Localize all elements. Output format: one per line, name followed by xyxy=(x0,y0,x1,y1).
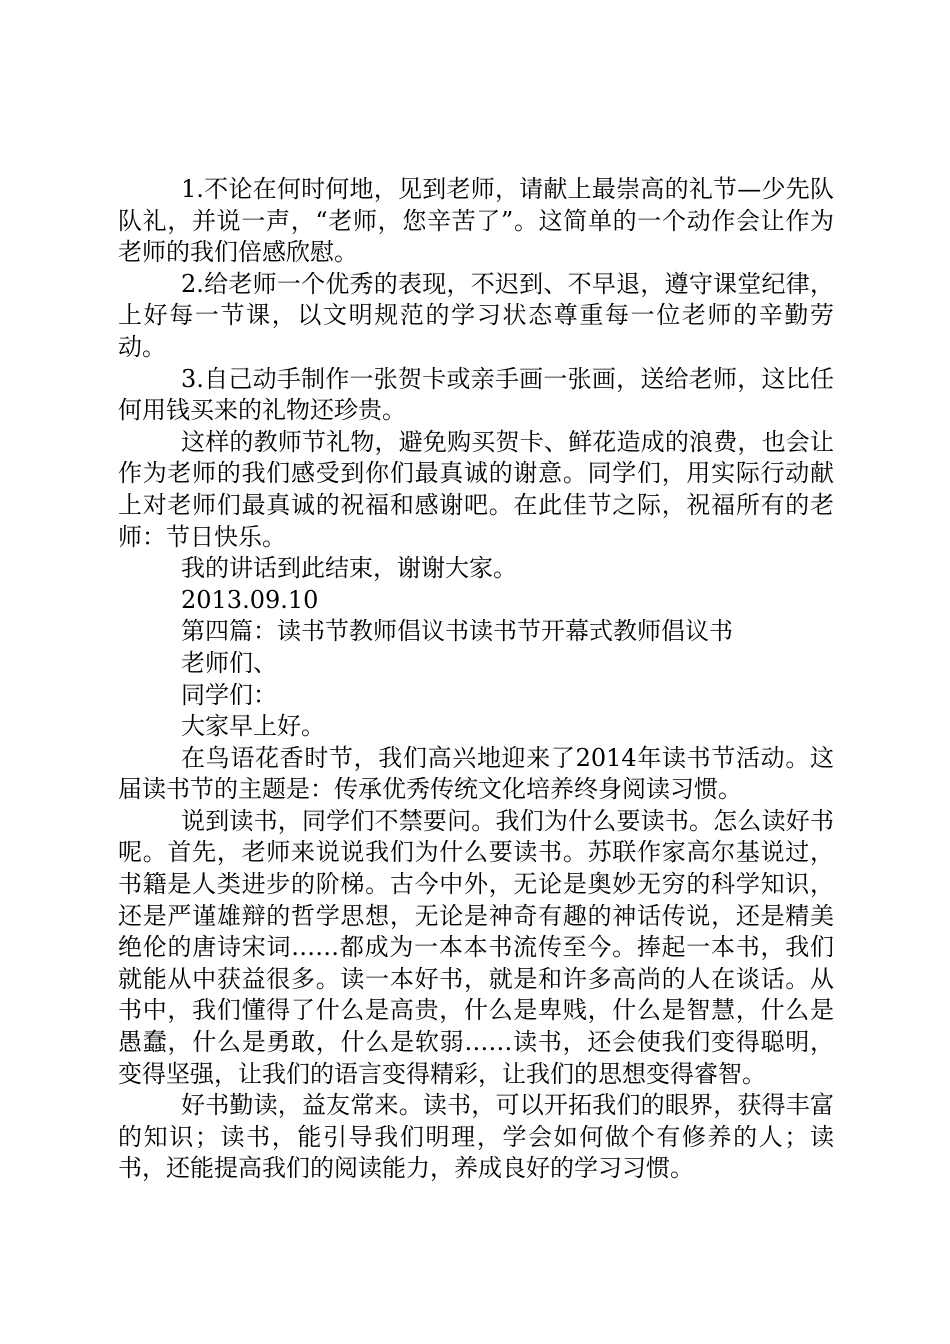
section-title: 第四篇：读书节教师倡议书读书节开幕式教师倡议书 xyxy=(181,617,733,646)
paragraph-why-read: 说到读书，同学们不禁要问。我们为什么要读书。怎么读好书呢。首先，老师来说说我们为什么要读书。苏联作家高尔基说过，书籍是人类进步的阶梯。古今中外，无论是奥妙无穷的科学知识，还是严谨雄辩的哲学思想，无论是神奇有趣的神话传说，还是精美绝伦的唐诗宋词……都成为一本本书流传至今。捧起一本书，我们就能从中获益很多。读一本好书，就是和许多高尚的人在谈话。从书中，我们懂得了什么是高贵，什么是卑贱，什么是智慧，什么是愚蠢，什么是勇敢，什么是软弱……读书，还会使我们变得聪明，变得坚强，让我们的语言变得精彩，让我们的思想变得睿智。 xyxy=(118,806,834,1088)
greeting: 大家早上好。 xyxy=(181,712,325,741)
paragraph-good-books: 好书勤读，益友常来。读书，可以开拓我们的眼界，获得丰富的知识；读书，能引导我们明理，学会如何做个有修养的人；读书，还能提高我们的阅读能力，养成良好的学习习惯。 xyxy=(118,1091,834,1183)
paragraph-item-1: 1.不论在何时何地，见到老师，请献上最崇高的礼节—少先队队礼，并说一声，“老师，您辛苦了”。这简单的一个动作会让作为老师的我们倍感欣慰。 xyxy=(118,175,834,267)
paragraph-teachers-day-gift: 这样的教师节礼物，避免购买贺卡、鲜花造成的浪费，也会让作为老师的我们感受到你们最真诚的谢意。同学们，用实际行动献上对老师们最真诚的祝福和感谢吧。在此佳节之际，祝福所有的老师：节日快乐。 xyxy=(118,427,834,551)
paragraph-closing: 我的讲话到此结束，谢谢大家。 xyxy=(181,554,517,583)
paragraph-item-3: 3.自己动手制作一张贺卡或亲手画一张画，送给老师，这比任何用钱买来的礼物还珍贵。 xyxy=(118,364,834,425)
paragraph-date: 2013.09.10 xyxy=(181,585,319,614)
document-body xyxy=(118,174,834,1185)
salutation-students: 同学们： xyxy=(181,680,277,709)
paragraph-item-2: 2.给老师一个优秀的表现，不迟到、不早退，遵守课堂纪律，上好每一节课，以文明规范的学习状态尊重每一位老师的辛勤劳动。 xyxy=(118,269,834,361)
paragraph-reading-festival: 在鸟语花香时节，我们高兴地迎来了2014年读书节活动。这届读书节的主题是：传承优秀传统文化培养终身阅读习惯。 xyxy=(118,743,834,804)
salutation-teachers: 老师们、 xyxy=(181,648,277,677)
